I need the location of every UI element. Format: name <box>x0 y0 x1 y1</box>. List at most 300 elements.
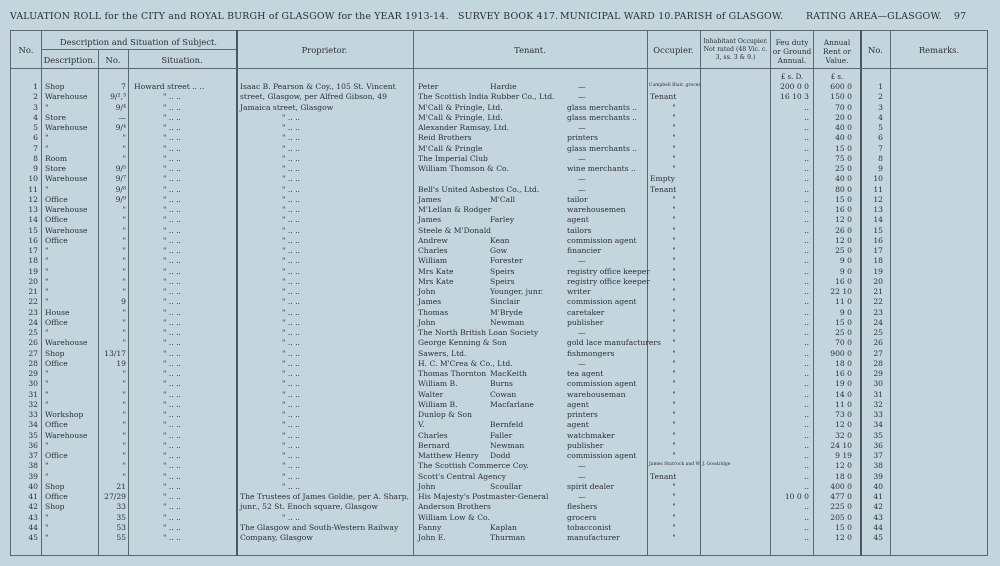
row-number: 14 <box>28 215 38 225</box>
table-row <box>0 328 1000 338</box>
row-subject-number: 9/⁹ <box>115 194 126 204</box>
row-proprietor: junr., 52 St. Enoch square, Glasgow <box>240 502 378 512</box>
row-tenant-name: Anderson Brothers <box>418 502 491 512</box>
row-number-right: 28 <box>873 358 883 368</box>
row-number-right: 5 <box>878 123 883 132</box>
row-number-right: 29 <box>873 369 883 378</box>
row-occupier: " <box>672 420 676 430</box>
row-feu-duty: .. <box>804 317 809 327</box>
table-row <box>0 513 1000 523</box>
row-subject-number: " <box>122 369 126 378</box>
row-subject-number: " <box>122 153 126 163</box>
table-row <box>0 174 1000 184</box>
row-feu-duty: .. <box>804 420 809 430</box>
row-subject-number: " <box>122 328 126 337</box>
row-subject-number: " <box>122 461 126 471</box>
row-tenant-surname: Scoullar <box>490 481 522 491</box>
row-annual-rent: 25 0 <box>835 164 852 173</box>
row-annual-rent: 40 0 <box>835 123 852 132</box>
table-row <box>0 226 1000 236</box>
row-description: Room <box>45 153 68 163</box>
row-subject-number: " <box>122 410 126 419</box>
row-proprietor: " .. .. <box>282 276 300 286</box>
row-number-right: 23 <box>873 307 883 317</box>
row-subject-number: 9/⁴ <box>115 123 126 132</box>
row-occupier: " <box>672 112 676 122</box>
page-number: 97 <box>954 11 967 22</box>
row-proprietor: " .. .. <box>282 481 300 491</box>
row-proprietor: " .. .. <box>282 328 300 337</box>
row-subject-number: " <box>122 440 126 450</box>
row-feu-duty: .. <box>804 194 809 204</box>
row-situation: " .. .. <box>163 205 181 214</box>
row-proprietor: " .. .. <box>282 164 300 173</box>
row-number-right: 36 <box>873 440 883 450</box>
table-row <box>0 349 1000 359</box>
row-feu-duty: .. <box>804 256 809 266</box>
row-trade: registry office keeper <box>567 276 650 286</box>
row-tenant-name: M'Lellan & Rodger <box>418 205 492 214</box>
row-number: 32 <box>28 399 38 409</box>
row-trade: — <box>578 174 586 184</box>
row-annual-rent: 25 0 <box>835 328 852 337</box>
row-annual-rent: 12 0 <box>835 461 852 471</box>
row-annual-rent: 12 0 <box>835 533 852 542</box>
row-subject-number: 9/²,³ <box>110 92 126 102</box>
row-tenant-name: John <box>418 287 436 296</box>
row-situation: Howard street .. .. <box>134 82 205 91</box>
row-tenant-name: William Thomson & Co. <box>418 164 509 173</box>
row-number: 35 <box>28 430 38 440</box>
row-occupier: " <box>672 389 676 399</box>
row-subject-number: " <box>122 205 126 214</box>
row-annual-rent: 12 0 <box>835 235 852 245</box>
table-row <box>0 431 1000 441</box>
row-situation: " .. .. <box>163 410 181 419</box>
row-subject-number: 9/⁵ <box>115 164 126 173</box>
row-situation: " .. .. <box>163 440 181 450</box>
row-occupier: " <box>672 492 676 501</box>
row-number: 25 <box>28 328 38 337</box>
table-row <box>0 205 1000 215</box>
row-trade: glass merchants .. <box>567 143 638 153</box>
table-row <box>0 256 1000 266</box>
row-number-right: 34 <box>873 420 883 430</box>
table-row <box>0 369 1000 379</box>
row-occupier: " <box>672 328 676 337</box>
col-subject-no: No. <box>105 55 121 65</box>
row-situation: " .. .. <box>163 430 181 440</box>
row-number: 17 <box>28 246 38 255</box>
row-description: " <box>45 379 49 389</box>
row-annual-rent: 900 0 <box>830 348 852 358</box>
row-situation: " .. .. <box>163 307 181 317</box>
table-row <box>0 461 1000 471</box>
table-row <box>0 441 1000 451</box>
row-proprietor: " .. .. <box>282 369 300 378</box>
row-occupier: " <box>672 102 676 112</box>
row-description: " <box>45 276 49 286</box>
row-description: " <box>45 297 49 307</box>
row-trade: financier <box>567 246 602 255</box>
table-row <box>0 195 1000 205</box>
row-description: " <box>45 328 49 337</box>
row-description: Office <box>45 358 68 368</box>
row-proprietor: " .. .. <box>282 112 300 122</box>
row-trade: printers <box>567 133 598 143</box>
row-situation: " .. .. <box>163 92 181 102</box>
row-tenant-name: John <box>418 481 436 491</box>
row-number-right: 13 <box>873 205 883 214</box>
row-tenant-surname: Sinclair <box>490 297 520 307</box>
row-feu-duty: .. <box>804 481 809 491</box>
row-proprietor: " .. .. <box>282 205 300 214</box>
row-number: 24 <box>28 317 38 327</box>
row-proprietor: street, Glasgow, per Alfred Gibson, 49 <box>240 92 387 102</box>
row-number-right: 21 <box>873 287 883 296</box>
col-description-group: Description and Situation of Subject. <box>59 37 218 47</box>
row-feu-duty: .. <box>804 225 809 235</box>
row-situation: " .. .. <box>163 276 181 286</box>
row-feu-duty: .. <box>804 143 809 153</box>
row-feu-duty: .. <box>804 184 809 194</box>
row-occupier: " <box>672 317 676 327</box>
row-occupier: " <box>672 440 676 450</box>
row-feu-duty: 16 10 3 <box>780 92 809 102</box>
col-inhabitant-occupier: Inhabitant Occupier. Not rated (48 Vic. c. 3, ss. 3 & 9.) <box>703 38 768 61</box>
row-annual-rent: 16 0 <box>835 369 852 378</box>
row-occupier: " <box>672 379 676 389</box>
row-tenant-surname: Hardie <box>490 82 517 91</box>
row-proprietor: " .. .. <box>282 348 300 358</box>
row-description: " <box>45 184 49 194</box>
row-description: Shop <box>45 82 65 91</box>
row-tenant-surname: Dodd <box>490 451 511 460</box>
table-row <box>0 308 1000 318</box>
row-subject-number: 13/17 <box>104 348 126 358</box>
row-trade: gold lace manufacturers <box>567 338 661 348</box>
page-header <box>10 11 990 25</box>
row-number-right: 6 <box>878 133 883 143</box>
row-situation: " .. .. <box>163 112 181 122</box>
table-row <box>0 154 1000 164</box>
row-trade: caretaker <box>567 307 605 317</box>
row-occupier: " <box>672 451 676 460</box>
row-situation: " .. .. <box>163 502 181 512</box>
row-trade: registry office keeper <box>567 266 650 276</box>
row-feu-duty: .. <box>804 502 809 512</box>
row-annual-rent: 9 0 <box>839 266 852 276</box>
row-number-right: 32 <box>873 399 883 409</box>
row-subject-number: " <box>122 246 126 255</box>
row-annual-rent: 24 10 <box>830 440 852 450</box>
row-number: 20 <box>28 276 38 286</box>
row-tenant-name: John E. <box>418 533 446 542</box>
table-row <box>0 533 1000 543</box>
row-annual-rent: 9 0 <box>839 256 852 266</box>
row-tenant-name: Peter <box>418 82 439 91</box>
table-row <box>0 246 1000 256</box>
row-number-right: 26 <box>873 338 883 348</box>
row-number-right: 22 <box>873 297 883 307</box>
table-row <box>0 318 1000 328</box>
row-situation: " .. .. <box>163 256 181 266</box>
row-trade: — <box>578 461 586 471</box>
row-occupier: " <box>672 399 676 409</box>
row-description: Store <box>45 112 66 122</box>
row-description: Shop <box>45 348 65 358</box>
row-description: Office <box>45 194 68 204</box>
row-number-right: 40 <box>873 481 883 491</box>
row-tenant-name: Fanny <box>418 522 442 532</box>
row-subject-number: 9/⁷ <box>115 174 126 184</box>
row-situation: " .. .. <box>163 102 181 112</box>
row-situation: " .. .. <box>163 184 181 194</box>
row-proprietor: The Glasgow and South-Western Railway <box>240 522 399 532</box>
row-occupier: " <box>672 246 676 255</box>
parish: PARISH of GLASGOW. <box>674 11 784 22</box>
row-trade: tailors <box>567 225 592 235</box>
row-number: 45 <box>28 533 38 542</box>
row-feu-duty: .. <box>804 379 809 389</box>
row-tenant-surname: M'Call <box>490 194 516 204</box>
row-proprietor: " .. .. <box>282 215 300 225</box>
table-row <box>0 144 1000 154</box>
row-trade: tobacconist <box>567 522 612 532</box>
row-occupier: Tenant <box>650 92 677 102</box>
row-trade: tea agent <box>567 369 604 378</box>
row-situation: " .. .. <box>163 246 181 255</box>
table-row <box>0 133 1000 143</box>
row-tenant-surname: Speirs <box>490 266 515 276</box>
row-situation: " .. .. <box>163 533 181 542</box>
table-row <box>0 185 1000 195</box>
row-subject-number: " <box>122 399 126 409</box>
row-proprietor: The Trustees of James Goldie, per A. Sharp, <box>240 492 409 501</box>
row-trade: printers <box>567 410 598 419</box>
row-tenant-name: William <box>418 256 448 266</box>
row-proprietor: " .. .. <box>282 143 300 153</box>
row-tenant-surname: Forester <box>490 256 523 266</box>
row-feu-duty: .. <box>804 471 809 481</box>
row-proprietor: " .. .. <box>282 399 300 409</box>
row-feu-duty: .. <box>804 522 809 532</box>
row-annual-rent: 12 0 <box>835 420 852 430</box>
row-tenant-name: William B. <box>418 399 458 409</box>
row-tenant-name: Bernard <box>418 440 450 450</box>
row-number-right: 38 <box>873 461 883 471</box>
row-annual-rent: 40 0 <box>835 174 852 184</box>
row-number-right: 24 <box>873 317 883 327</box>
row-annual-rent: 150 0 <box>830 92 852 102</box>
row-proprietor: " .. .. <box>282 184 300 194</box>
row-annual-rent: 26 0 <box>835 225 852 235</box>
table-row <box>0 472 1000 482</box>
table-row <box>0 236 1000 246</box>
table-row <box>0 277 1000 287</box>
row-subject-number: " <box>122 430 126 440</box>
col-tenant: Tenant. <box>514 45 546 55</box>
row-tenant-name: James <box>418 194 442 204</box>
row-subject-number: " <box>122 451 126 460</box>
row-proprietor: " .. .. <box>282 287 300 296</box>
row-situation: " .. .. <box>163 420 181 430</box>
row-proprietor: " .. .. <box>282 317 300 327</box>
row-description: " <box>45 522 49 532</box>
rent-units: £ s. <box>830 73 844 81</box>
row-feu-duty: .. <box>804 235 809 245</box>
row-number: 41 <box>28 492 38 501</box>
row-situation: " .. .. <box>163 215 181 225</box>
row-number-right: 12 <box>873 194 883 204</box>
row-number: 18 <box>28 256 38 266</box>
table-row <box>0 400 1000 410</box>
col-description: Description. <box>43 55 96 65</box>
row-description: " <box>45 287 49 296</box>
row-proprietor: Company, Glasgow <box>240 533 313 542</box>
row-description: House <box>45 307 70 317</box>
row-situation: " .. .. <box>163 522 181 532</box>
row-tenant-name: Thomas <box>418 307 449 317</box>
row-feu-duty: .. <box>804 112 809 122</box>
row-occupier: Tenant <box>650 471 677 481</box>
row-number-right: 4 <box>878 112 883 122</box>
row-occupier: " <box>672 512 676 522</box>
row-description: " <box>45 471 49 481</box>
row-trade: writer <box>567 287 591 296</box>
row-occupier: " <box>672 164 676 173</box>
table-row <box>0 113 1000 123</box>
row-description: Warehouse <box>45 174 88 184</box>
row-feu-duty: .. <box>804 358 809 368</box>
row-number-right: 27 <box>873 348 883 358</box>
row-number-right: 35 <box>873 430 883 440</box>
row-number-right: 8 <box>878 153 883 163</box>
row-tenant-name: H. C. M'Crea & Co., Ltd. <box>418 358 513 368</box>
row-annual-rent: 205 0 <box>830 512 852 522</box>
row-annual-rent: 32 0 <box>835 430 852 440</box>
row-number: 34 <box>28 420 38 430</box>
table-row <box>0 92 1000 102</box>
row-feu-duty: .. <box>804 246 809 255</box>
row-number: 33 <box>28 410 38 419</box>
row-number: 1 <box>33 82 38 91</box>
row-tenant-name: Alexander Ramsay, Ltd. <box>418 123 510 132</box>
row-subject-number: — <box>118 112 126 122</box>
row-annual-rent: 25 0 <box>835 246 852 255</box>
row-feu-duty: .. <box>804 328 809 337</box>
row-description: " <box>45 133 49 143</box>
row-number-right: 20 <box>873 276 883 286</box>
row-proprietor: " .. .. <box>282 338 300 348</box>
row-subject-number: 35 <box>116 512 126 522</box>
row-description: Warehouse <box>45 225 88 235</box>
row-feu-duty: .. <box>804 533 809 542</box>
row-proprietor: " .. .. <box>282 451 300 460</box>
row-annual-rent: 14 0 <box>835 389 852 399</box>
row-trade: agent <box>567 215 589 225</box>
row-subject-number: 9 <box>121 297 126 307</box>
row-number: 9 <box>33 164 38 173</box>
row-tenant-surname: Bernfeld <box>490 420 524 430</box>
row-trade: glass merchants .. <box>567 102 638 112</box>
row-occupier: " <box>672 215 676 225</box>
row-subject-number: 19 <box>116 358 126 368</box>
row-proprietor: " .. .. <box>282 410 300 419</box>
row-description: " <box>45 533 49 542</box>
row-tenant-name: John <box>418 317 436 327</box>
row-subject-number: " <box>122 256 126 266</box>
row-tenant-name: Charles <box>418 246 448 255</box>
table-row <box>0 267 1000 277</box>
row-number-right: 15 <box>873 225 883 235</box>
table-row <box>0 410 1000 420</box>
row-number-right: 16 <box>873 235 883 245</box>
table-row <box>0 420 1000 430</box>
row-feu-duty: .. <box>804 399 809 409</box>
row-number-right: 39 <box>873 471 883 481</box>
row-feu-duty: .. <box>804 174 809 184</box>
row-description: Shop <box>45 481 65 491</box>
row-description: " <box>45 440 49 450</box>
row-tenant-surname: Gow <box>490 246 508 255</box>
row-trade: — <box>578 184 586 194</box>
row-situation: " .. .. <box>163 194 181 204</box>
table-row <box>0 359 1000 369</box>
row-number: 13 <box>28 205 38 214</box>
row-trade: warehousemen <box>567 205 626 214</box>
row-tenant-surname: Kean <box>490 235 510 245</box>
row-proprietor: " .. .. <box>282 235 300 245</box>
row-annual-rent: 11 0 <box>835 297 852 307</box>
row-proprietor: " .. .. <box>282 461 300 471</box>
row-situation: " .. .. <box>163 451 181 460</box>
row-occupier: James Sturrock and W. J. Goodridge <box>649 462 731 468</box>
row-occupier: " <box>672 225 676 235</box>
row-tenant-surname: Younger, junr. <box>490 287 544 296</box>
row-trade: tailor <box>567 194 588 204</box>
row-number: 5 <box>33 123 38 132</box>
row-tenant-name: His Majesty's Postmaster-General <box>418 492 549 501</box>
row-occupier: " <box>672 287 676 296</box>
row-situation: " .. .. <box>163 512 181 522</box>
row-occupier: " <box>672 153 676 163</box>
row-number: 6 <box>33 133 38 143</box>
row-subject-number: " <box>122 266 126 276</box>
row-trade: fleshers <box>567 502 598 512</box>
row-tenant-name: James <box>418 297 442 307</box>
row-trade: — <box>578 256 586 266</box>
row-proprietor: " .. .. <box>282 266 300 276</box>
row-situation: " .. .. <box>163 358 181 368</box>
row-tenant-name: James <box>418 215 442 225</box>
row-tenant-name: M'Call & Pringle, Ltd. <box>418 112 503 122</box>
table-row <box>0 215 1000 225</box>
row-number: 37 <box>28 451 38 460</box>
row-subject-number: " <box>122 389 126 399</box>
row-number: 36 <box>28 440 38 450</box>
row-proprietor: " .. .. <box>282 512 300 522</box>
row-proprietor: " .. .. <box>282 153 300 163</box>
col-no-right: No. <box>868 45 883 55</box>
row-subject-number: " <box>122 143 126 153</box>
row-description: " <box>45 512 49 522</box>
row-subject-number: " <box>122 235 126 245</box>
row-number-right: 44 <box>873 522 883 532</box>
row-tenant-name: Mrs Kate <box>418 276 454 286</box>
row-subject-number: 33 <box>116 502 126 512</box>
row-number-right: 25 <box>873 328 883 337</box>
